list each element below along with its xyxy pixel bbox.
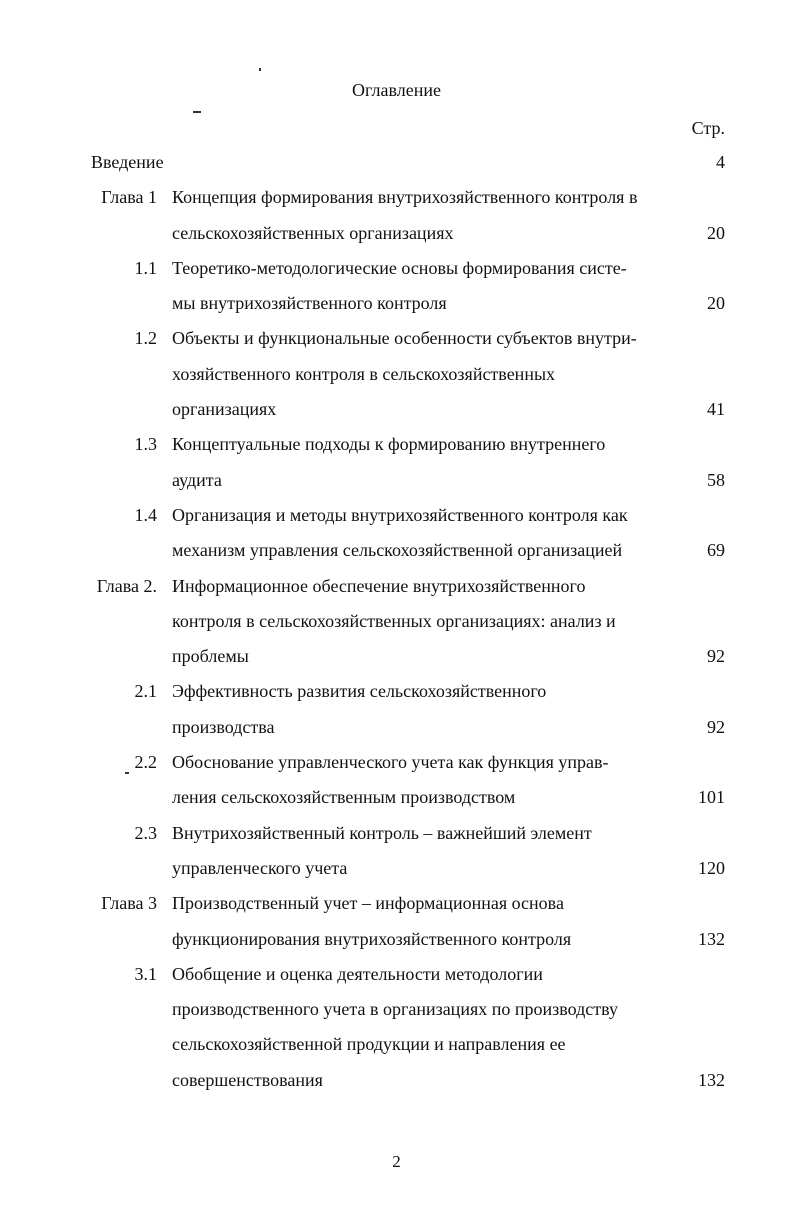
toc-entry-text: Организация и методы внутрихозяйственного контроля как — [172, 504, 628, 525]
toc-entry-text: мы внутрихозяйственного контроля — [172, 293, 447, 314]
toc-entry-page: 92 — [707, 646, 725, 667]
toc-entry-text: Теоретико-методологические основы формирования систе- — [172, 257, 627, 278]
toc-entry-continuation[interactable] — [0, 992, 793, 1027]
toc-entry-text: ления сельскохозяйственным производством — [172, 787, 516, 808]
toc-entry-page: 20 — [707, 222, 725, 243]
toc-entry[interactable] — [0, 957, 793, 992]
toc-entry-page: 58 — [707, 469, 725, 490]
toc-entry-text: Внутрихозяйственный контроль – важнейший элемент — [172, 822, 592, 843]
toc-entry-number: Глава 3 — [101, 893, 157, 914]
page-column-header: Стр. — [691, 118, 725, 138]
toc-entry[interactable] — [0, 816, 793, 851]
toc-entry-page: 101 — [698, 787, 725, 808]
toc-entry-page: 132 — [698, 1069, 725, 1090]
toc-entry-continuation[interactable] — [0, 604, 793, 639]
toc-entry-text: Производственный учет – информационная основа — [172, 893, 564, 914]
toc-entry-number: Глава 1 — [101, 187, 157, 208]
toc-entry-continuation[interactable] — [0, 780, 793, 815]
toc-entry-page: 120 — [698, 857, 725, 878]
toc-title: Оглавление — [352, 80, 441, 100]
toc-entry-text: контроля в сельскохозяйственных организациях: анализ и — [172, 610, 616, 631]
toc-entry-text: Концептуальные подходы к формированию внутреннего — [172, 434, 606, 455]
toc-entry[interactable] — [0, 745, 793, 780]
table-of-contents — [0, 145, 793, 1098]
toc-entry[interactable] — [0, 498, 793, 533]
toc-entry[interactable] — [0, 321, 793, 356]
toc-entry-continuation[interactable] — [0, 216, 793, 251]
toc-entry-text: Объекты и функциональные особенности субъектов внутри- — [172, 328, 637, 349]
toc-entry-continuation[interactable] — [0, 357, 793, 392]
toc-entry-text: Обобщение и оценка деятельности методологии — [172, 963, 543, 984]
toc-entry-page: 41 — [707, 399, 725, 420]
toc-entry-continuation[interactable] — [0, 710, 793, 745]
toc-entry-continuation[interactable] — [0, 533, 793, 568]
toc-entry-number: 3.1 — [134, 963, 157, 984]
toc-entry[interactable] — [0, 674, 793, 709]
toc-entry-continuation[interactable] — [0, 463, 793, 498]
toc-entry-title: Введение — [91, 152, 164, 172]
toc-entry-text: организациях — [172, 399, 277, 420]
toc-entry-text: совершенствования — [172, 1069, 323, 1090]
toc-entry-page: 20 — [707, 293, 725, 314]
toc-entry-number: 2.3 — [134, 822, 157, 843]
toc-entry-number: 1.2 — [134, 328, 157, 349]
toc-entry[interactable] — [0, 251, 793, 286]
toc-entry-intro[interactable] — [0, 145, 793, 180]
toc-entry-text: хозяйственного контроля в сельскохозяйственных — [172, 363, 556, 384]
toc-entry[interactable] — [0, 427, 793, 462]
toc-entry-text: сельскохозяйственной продукции и направления ее — [172, 1034, 566, 1055]
toc-entry-continuation[interactable] — [0, 1063, 793, 1098]
toc-entry-text: производственного учета в организациях по производству — [172, 999, 618, 1020]
toc-entry[interactable] — [0, 569, 793, 604]
toc-entry-text: сельскохозяйственных организациях — [172, 222, 454, 243]
page-number: 2 — [392, 1152, 401, 1171]
toc-entry-text: механизм управления сельскохозяйственной организацией — [172, 540, 623, 561]
toc-entry-text: проблемы — [172, 646, 249, 667]
toc-entry-text: Обоснование управленческого учета как функция управ- — [172, 752, 609, 773]
toc-entry-page: 92 — [707, 716, 725, 737]
toc-entry-text: Концепция формирования внутрихозяйственного контроля в — [172, 187, 638, 208]
toc-entry-text: Эффективность развития сельскохозяйственного — [172, 681, 547, 702]
toc-entry-text: аудита — [172, 469, 222, 490]
toc-entry-continuation[interactable] — [0, 1027, 793, 1062]
toc-entry[interactable] — [0, 886, 793, 921]
toc-entry-continuation[interactable] — [0, 922, 793, 957]
toc-entry-page: 69 — [707, 540, 725, 561]
toc-entry-text: управленческого учета — [172, 857, 348, 878]
toc-entry-number: Глава 2. — [96, 575, 157, 596]
toc-entry-continuation[interactable] — [0, 639, 793, 674]
toc-entry-number: 1.4 — [134, 504, 157, 525]
toc-entry-continuation[interactable] — [0, 392, 793, 427]
toc-entry-number: 2.2 — [134, 752, 157, 773]
toc-entry-text: производства — [172, 716, 275, 737]
toc-entry-number: 1.3 — [134, 434, 157, 455]
toc-entry-continuation[interactable] — [0, 286, 793, 321]
toc-entry-number: 2.1 — [134, 681, 157, 702]
toc-entry-text: функционирования внутрихозяйственного контроля — [172, 928, 572, 949]
scan-speck — [259, 68, 261, 71]
toc-entry-page: 132 — [698, 928, 725, 949]
toc-entry-text: Информационное обеспечение внутрихозяйственного — [172, 575, 586, 596]
toc-entry[interactable] — [0, 180, 793, 215]
toc-entry-page: 4 — [716, 152, 725, 172]
toc-entry-number: 1.1 — [134, 257, 157, 278]
scan-speck — [193, 111, 201, 113]
toc-entry-continuation[interactable] — [0, 851, 793, 886]
